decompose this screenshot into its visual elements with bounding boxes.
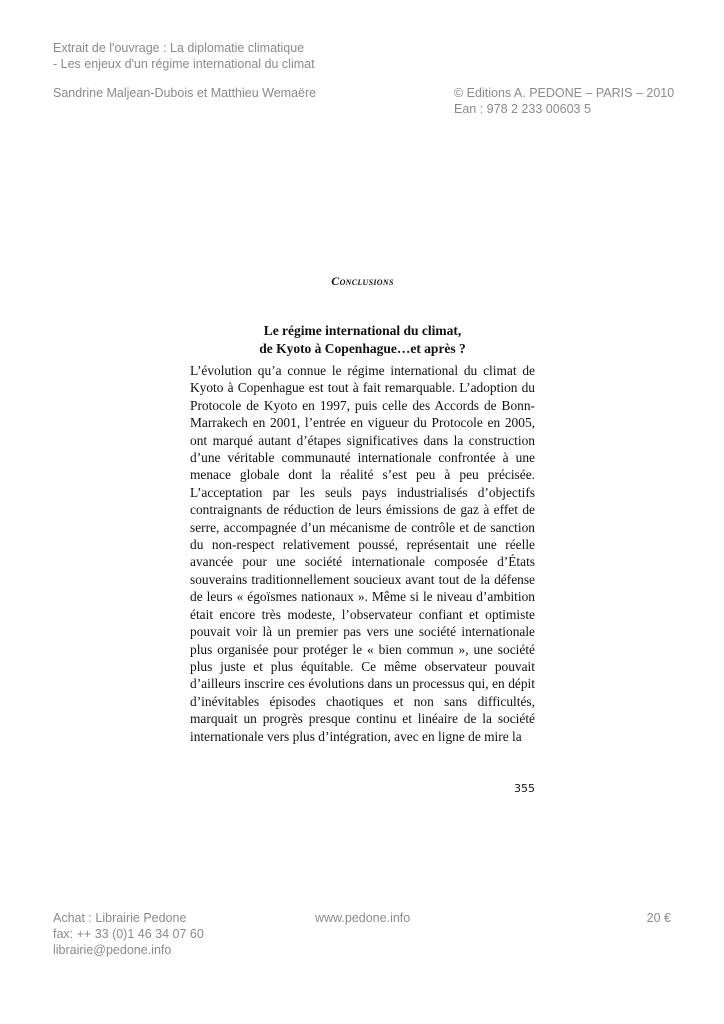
publisher-info — [454, 85, 674, 117]
ean-code: Ean : 978 2 233 00603 5 — [454, 102, 591, 116]
publisher-copyright: © Editions A. PEDONE – PARIS – 2010 — [454, 86, 675, 100]
chapter-title-line-1: Le régime international du climat, — [263, 323, 462, 338]
email-address: librairie@pedone.info — [53, 943, 172, 957]
website-link: www.pedone.info — [315, 911, 411, 925]
body-paragraph: L’évolution qu’a connue le régime international du climat de Kyoto à Copenhague est tout à fait remarquable. L’adoption du Protocole de Kyoto en 1997, puis celle des Accords de Bonn-Marrakech en 2001, l’entrée en vigueur du Protocole en 2005, ont marqué autant d’étapes significatives dans la construction d’une véritable communauté internationale confrontée à une menace globale dont la réalité s’est peu à peu précisée. L’acceptation par les seuls pays industrialisés d’objectifs contraignants de réduction de leurs émissions de gaz à effet de serre, accompagnée d’un mécanisme de contrôle et de sanction du non-respect relativement poussé, représentait une réelle avancée pour une société internationale composée d’États souverains traditionnellement soucieux avant tout de la défense de leurs « égoïsmes nationaux ». Même si le niveau d’ambition était encore très modeste, l’observateur confiant et optimiste pouvait voir là un premier pas vers une société internationale plus organisée pour protéger le « bien commun », une société plus juste et plus équitable. Ce même observateur pouvait d’ailleurs inscrire ces évolutions dans un processus qui, en dépit d’inévitables épisodes chaotiques et non sans difficultés, marquait un progrès presque continu et linéaire de la société internationale vers plus d’intégration, avec en ligne de mire la — [190, 363, 535, 744]
purchase-label: Achat : Librairie Pedone — [53, 911, 187, 925]
excerpt-line-2: - Les enjeux d'un régime international du climat — [53, 57, 315, 71]
excerpt-info — [53, 40, 315, 72]
price: 20 € — [646, 911, 671, 925]
chapter-title — [190, 322, 535, 358]
chapter-title-line-2: de Kyoto à Copenhague…et après ? — [259, 341, 466, 356]
page-number: 355 — [514, 782, 535, 795]
fax-number: fax: ++ 33 (0)1 46 34 07 60 — [53, 927, 204, 941]
section-title: Conclusions — [331, 274, 394, 288]
authors: Sandrine Maljean-Dubois et Matthieu Wemaëre — [53, 86, 317, 100]
purchase-info — [53, 910, 204, 958]
excerpt-line-1: Extrait de l'ouvrage : La diplomatie climatique — [53, 41, 305, 55]
